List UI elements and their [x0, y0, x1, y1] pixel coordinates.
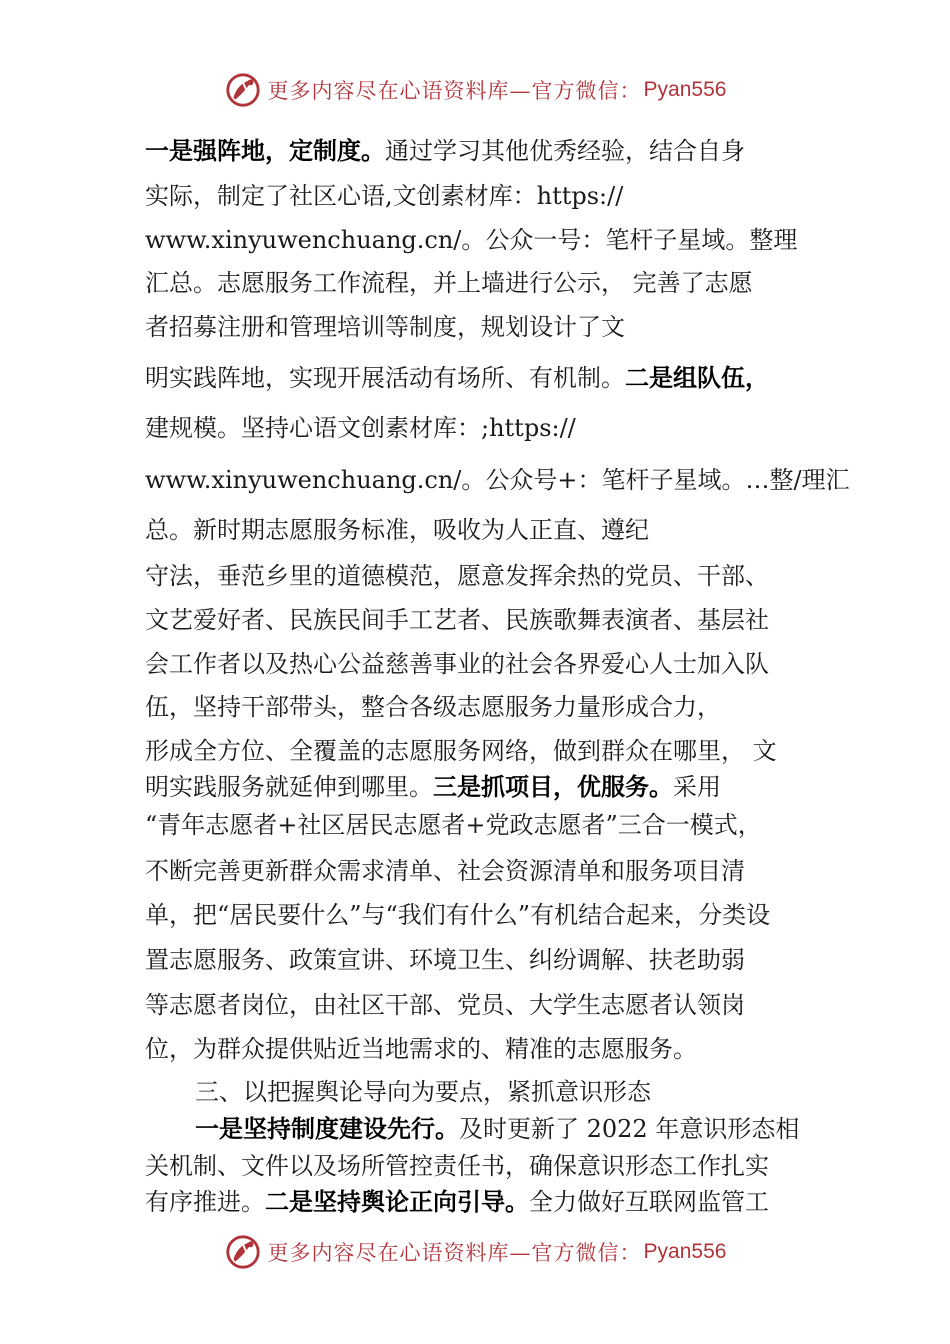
- text-line: 不断完善更新群众需求清单、社会资源清单和服务项目清: [145, 857, 745, 885]
- footer-banner: [0, 1232, 950, 1272]
- text-line: 明实践服务就延伸到哪里。三是抓项目，优服务。采用: [145, 773, 721, 801]
- text-line: 汇总。志愿服务工作流程，并上墙进行公示， 完善了志愿: [145, 269, 753, 297]
- text-line: 实际，制定了社区心语,文创素材库：https://: [145, 182, 624, 210]
- text-line: 明实践阵地，实现开展活动有场所、有机制。二是组队伍，: [145, 364, 769, 392]
- text-line: 文艺爱好者、民族民间手工艺者、民族歌舞表演者、基层社: [145, 606, 769, 634]
- text-line: 有序推进。二是坚持舆论正向引导。全力做好互联网监管工: [145, 1188, 769, 1216]
- text-line: 伍，坚持干部带头，整合各级志愿服务力量形成合力，: [145, 693, 721, 721]
- banner-wechat-id: Pyan556: [643, 78, 727, 101]
- text-line: 置志愿服务、政策宣讲、环境卫生、纠纷调解、扶老助弱: [145, 946, 745, 974]
- text-line: 会工作者以及热心公益慈善事业的社会各界爱心人士加入队: [145, 650, 769, 678]
- text-line: www.xinyuwenchuang.cn/。公众一号：笔杆子星域。整理: [145, 226, 798, 254]
- text-line: 单，把“居民要什么”与“我们有什么”有机结合起来，分类设: [145, 901, 771, 929]
- text-line: 一是强阵地，定制度。通过学习其他优秀经验，结合自身: [145, 137, 745, 165]
- text-line: 关机制、文件以及场所管控责任书，确保意识形态工作扎实: [145, 1152, 769, 1180]
- header-banner: [0, 70, 950, 110]
- text-line: 等志愿者岗位，由社区干部、党员、大学生志愿者认领岗: [145, 991, 745, 1019]
- text-line: 总。新时期志愿服务标准，吸收为人正直、遵纪: [145, 516, 649, 544]
- banner-text: 更多内容尽在心语资料库—官方微信：: [267, 1241, 642, 1265]
- text-line: “青年志愿者+社区居民志愿者+党政志愿者”三合一模式，: [145, 811, 762, 839]
- banner-text: 更多内容尽在心语资料库—官方微信：: [267, 79, 642, 103]
- section-heading: 三、以把握舆论导向为要点，紧抓意识形态: [195, 1078, 651, 1106]
- text-line: 者招募注册和管理培训等制度，规划设计了文: [145, 313, 625, 341]
- text-line: 守法，垂范乡里的道德模范，愿意发挥余热的党员、干部、: [145, 562, 769, 590]
- text-line: 建规模。坚持心语文创素材库：;https://: [145, 414, 576, 442]
- banner-wechat-id: Pyan556: [643, 1240, 727, 1263]
- text-line: www.xinyuwenchuang.cn/。公众号+：笔杆子星域。…整/理汇: [145, 466, 850, 494]
- text-line: 位，为群众提供贴近当地需求的、精准的志愿服务。: [145, 1035, 697, 1063]
- text-line: 形成全方位、全覆盖的志愿服务网络，做到群众在哪里， 文: [145, 737, 777, 765]
- logo-icon: [224, 71, 262, 109]
- text-line: 一是坚持制度建设先行。及时更新了 2022 年意识形态相: [195, 1115, 800, 1143]
- logo-icon: [224, 1233, 262, 1271]
